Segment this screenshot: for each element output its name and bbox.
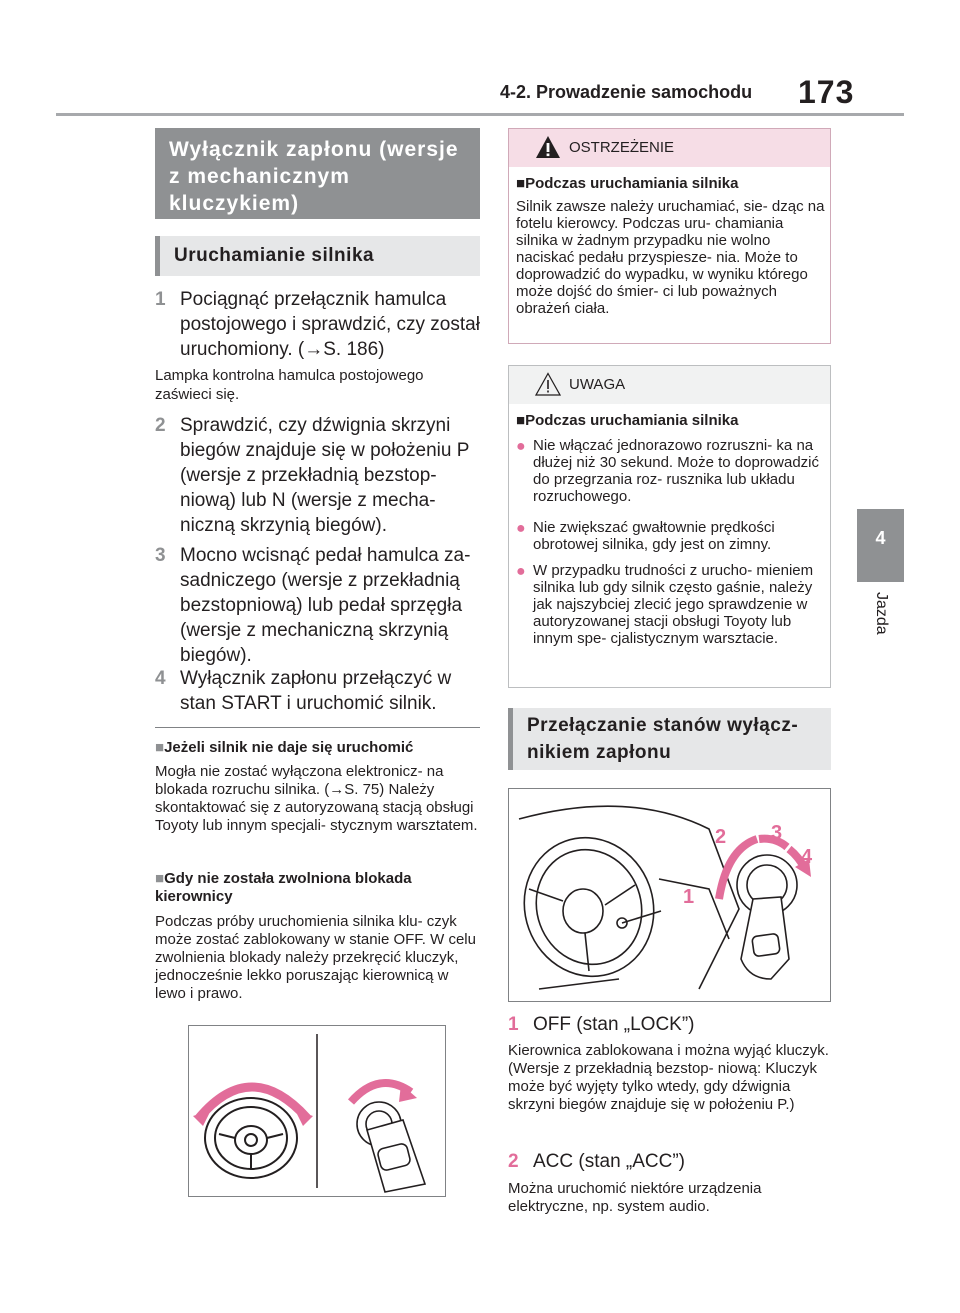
hint-heading: ■Gdy nie została zwolniona blokada kierownicy <box>155 870 412 905</box>
page-number: 173 <box>798 74 855 110</box>
caution-heading: ■Podczas uruchamiania silnika <box>516 412 739 429</box>
warning-triangle-icon <box>535 135 561 159</box>
warning-body: Silnik zawsze należy uruchamiać, sie- dząc na fotelu kierowcy. Podczas uru- chamiania silnika w żadnym przypadku nie wolno naciskać pedału przyspiesze- nia. Może to doprowadzić do wypadku, w wyniku którego może dojść do śmier- ci lub poważnych obrażeń ciała. <box>516 198 825 317</box>
warning-heading: ■Podczas uruchamiania silnika <box>516 175 739 192</box>
square-bullet-icon: ■ <box>516 412 526 429</box>
square-bullet-icon: ■ <box>155 739 165 756</box>
steering-lock-illustration <box>188 1025 446 1197</box>
caution-header <box>509 366 830 404</box>
callout-1: 1 <box>683 886 695 908</box>
hint-heading: ■Jeżeli silnik nie daje się uruchomić <box>155 739 414 756</box>
callout-3: 3 <box>771 822 783 844</box>
divider <box>155 727 480 728</box>
caution-title: UWAGA <box>569 376 626 393</box>
warning-title: OSTRZEŻENIE <box>569 139 675 156</box>
bullet-dot-icon: ● <box>516 520 526 537</box>
caution-triangle-icon <box>535 372 561 396</box>
chapter-label: Jazda <box>873 592 890 635</box>
position-1-desc: Kierownica zablokowana i można wyjąć kluczyk. (Wersje z przekładnią bezstop- niową: Kluczyk może być wyjęty tylko wtedy, gdy dźwignia skrzyni biegów znajduje się w położeniu P.) <box>508 1042 829 1113</box>
subsection-heading: Uruchamianie silnika <box>155 236 480 276</box>
callout-2: 2 <box>715 826 727 848</box>
header-rule <box>56 113 904 116</box>
section-heading: Wyłącznik zapłonu (wersje z mechanicznym kluczykiem) <box>155 128 480 219</box>
warning-header <box>509 129 830 167</box>
square-bullet-icon: ■ <box>516 175 526 192</box>
position-2-desc: Można uruchomić niektóre urządzenia elektryczne, np. system audio. <box>508 1180 762 1215</box>
step-1-note: Lampka kontrolna hamulca postojowego zaświeci się. <box>155 367 424 403</box>
hint-body: Mogła nie zostać wyłączona elektronicz- na blokada rozruchu silnika. (→S. 75) Należy skontaktować się z autoryzowaną stacją obsługi Toyoty lub innym specjali- stycznym warsztatem. <box>155 763 478 834</box>
hint-body: Podczas próby uruchomienia silnika klu- czyk może zostać zablokowany w stanie OFF. W celu zwolnienia blokady należy przekręcić kluczyk, jednocześnie lekko poruszając kierownicą w lewo i prawo. <box>155 913 476 1002</box>
bullet-dot-icon: ● <box>516 563 526 580</box>
section-title: 4-2. Prowadzenie samochodu <box>500 82 753 102</box>
chapter-number: 4 <box>875 528 886 548</box>
square-bullet-icon: ■ <box>155 870 165 887</box>
callout-4: 4 <box>801 846 813 868</box>
ignition-switch-illustration <box>508 788 831 1002</box>
bullet-dot-icon: ● <box>516 438 526 455</box>
subsection-heading: Przełączanie stanów wyłącz- nikiem zapłonu <box>508 708 831 770</box>
